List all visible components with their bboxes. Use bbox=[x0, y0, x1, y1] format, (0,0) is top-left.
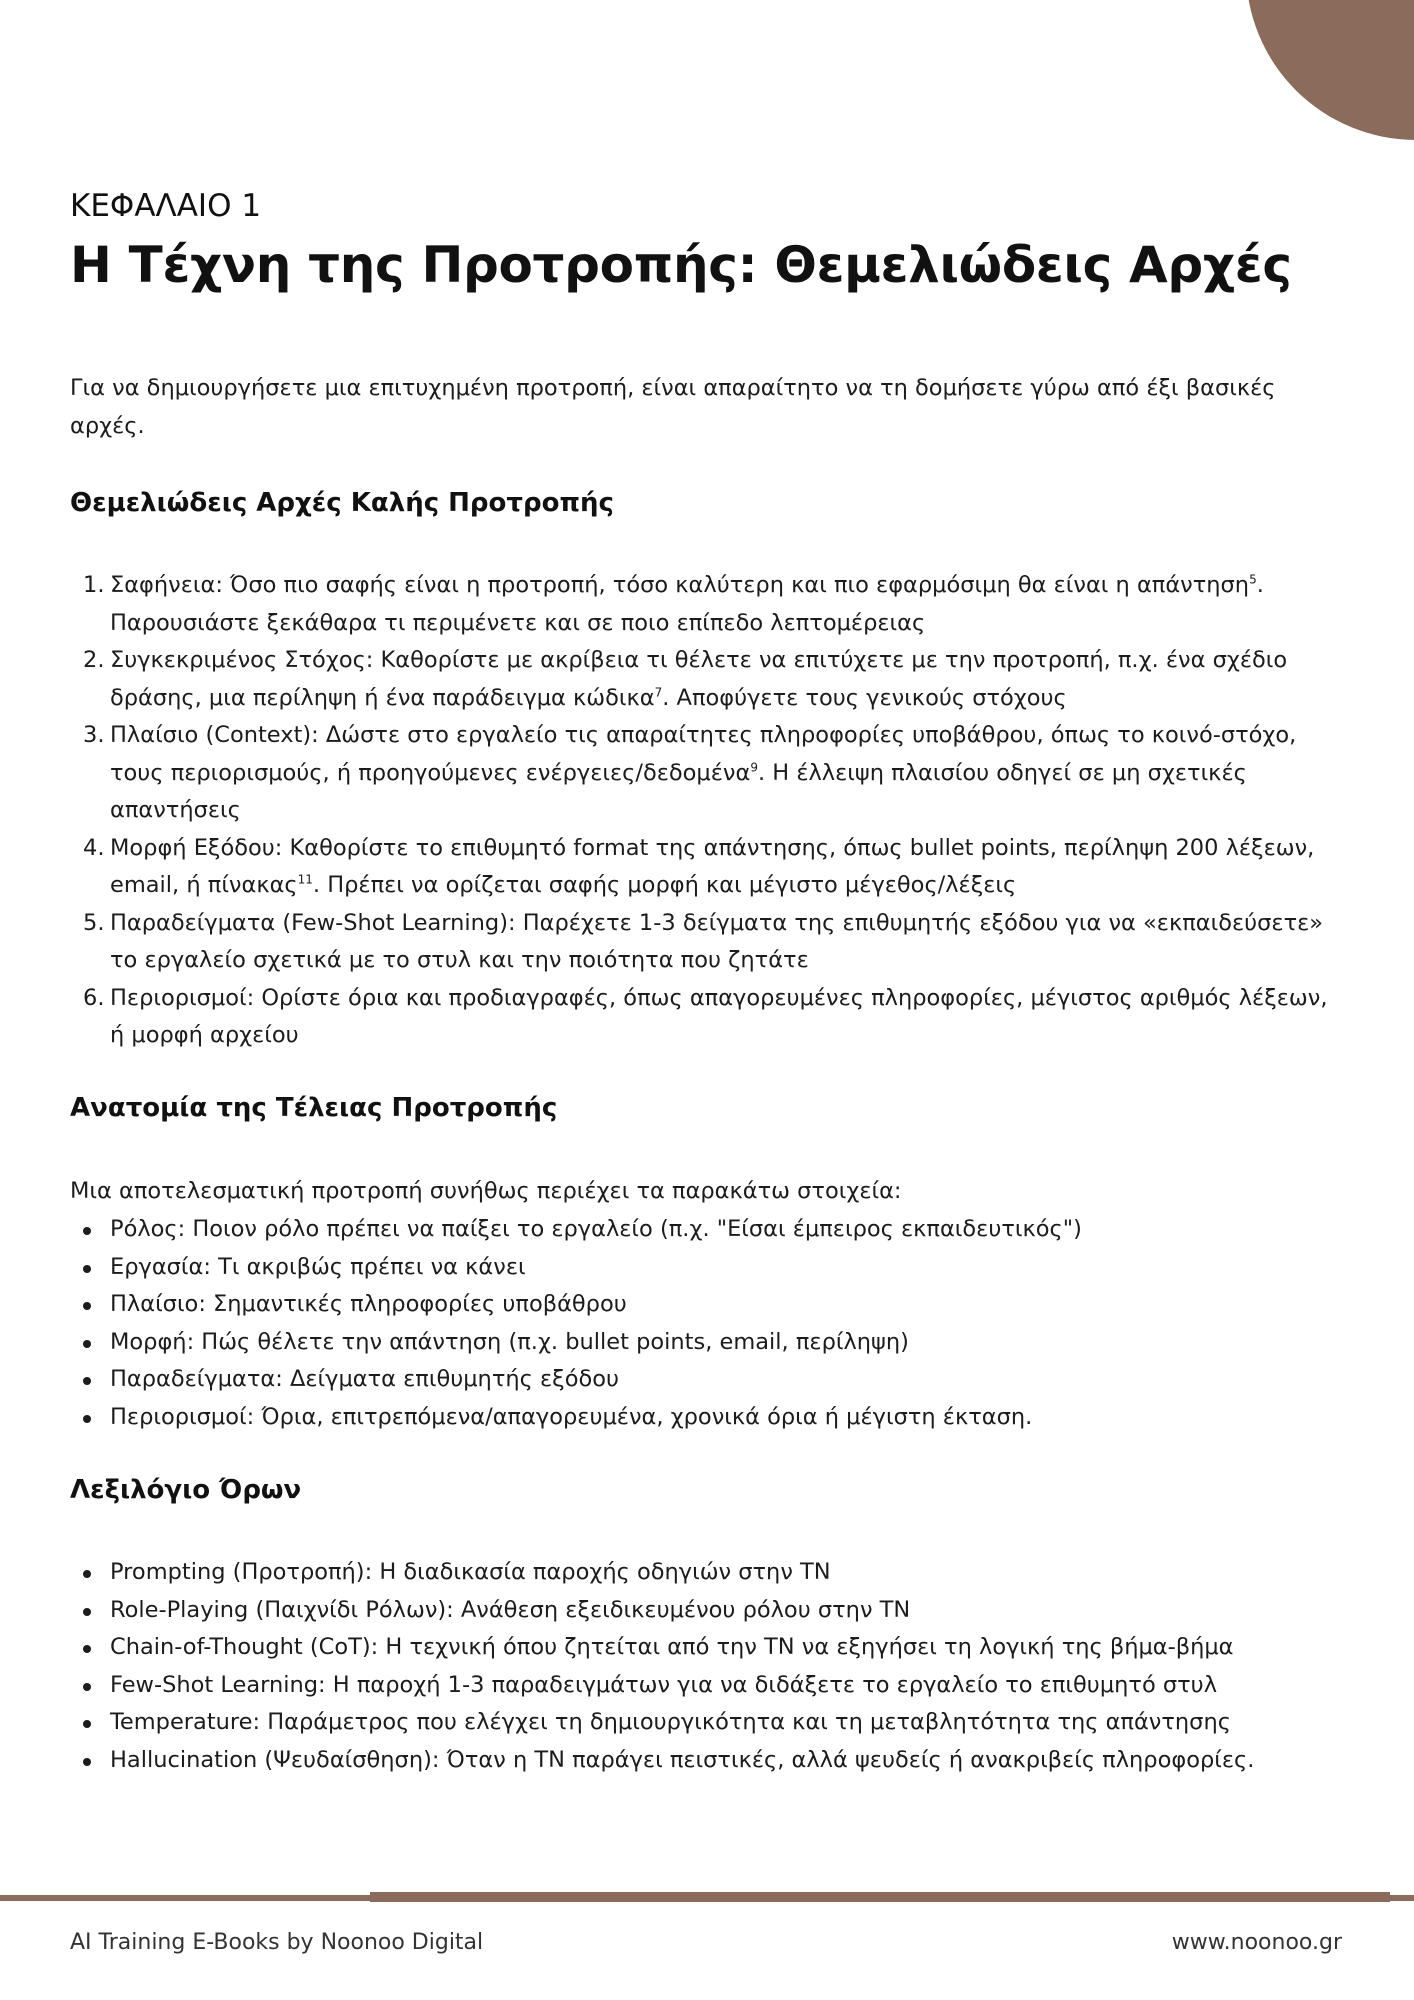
section-heading-anatomy: Ανατομία της Τέλειας Προτροπής bbox=[70, 1093, 558, 1123]
bullet-icon bbox=[83, 1608, 91, 1616]
list-text: Prompting (Προτροπή): Η διαδικασία παροχής οδηγιών στην ΤΝ bbox=[110, 1559, 831, 1585]
footnote-ref: 11 bbox=[297, 872, 313, 887]
list-text-cont: . Αποφύγετε τους γενικούς στόχους bbox=[662, 684, 1067, 711]
list-number: 5. bbox=[83, 909, 105, 936]
principles-list bbox=[70, 567, 1340, 1055]
glossary-list bbox=[70, 1554, 1340, 1779]
list-text: Chain-of-Thought (CoT): Η τεχνική όπου ζητείται από την ΤΝ να εξηγήσει τη λογική της βήμα-βήμα bbox=[110, 1634, 1234, 1660]
chapter-label: ΚΕΦΑΛΑΙΟ 1 bbox=[70, 188, 262, 224]
list-number: 3. bbox=[83, 722, 105, 748]
list-number: 6. bbox=[83, 984, 105, 1011]
list-text-cont: . Πρέπει να ορίζεται σαφής μορφή και μέγιστο μέγεθος/λέξεις bbox=[312, 872, 1017, 898]
list-number: 1. bbox=[83, 572, 105, 598]
footnote-ref: 5 bbox=[1249, 572, 1257, 587]
bullet-icon bbox=[83, 1415, 91, 1423]
list-text: Εργασία: Τι ακριβώς πρέπει να κάνει bbox=[110, 1253, 526, 1280]
list-item bbox=[70, 1361, 1340, 1399]
list-item bbox=[70, 567, 1340, 642]
glossary-item bbox=[70, 1704, 1340, 1742]
list-text: Few-Shot Learning: Η παροχή 1-3 παραδειγμάτων για να διδάξετε το εργαλείο το επιθυμητό στυλ bbox=[110, 1671, 1218, 1698]
list-text-cont: . Η έλλειψη πλαισίου οδηγεί σε μη σχετικές απαντήσεις bbox=[110, 759, 1247, 823]
glossary-item bbox=[70, 1742, 1340, 1780]
list-text: Μορφή: Πώς θέλετε την απάντηση (π.χ. bullet points, email, περίληψη) bbox=[110, 1328, 909, 1355]
list-text: Ρόλος: Ποιον ρόλο πρέπει να παίξει το εργαλείο (π.χ. "Είσαι έμπειρος εκπαιδευτικός") bbox=[110, 1216, 1082, 1242]
list-text: Συγκεκριμένος Στόχος: Καθορίστε με ακρίβεια τι θέλετε να επιτύχετε με την προτροπή, π.χ. ένα σχέδιο δράσης, μια περίληψη ή ένα παράδειγμα κώδικα bbox=[110, 647, 1288, 711]
glossary-item bbox=[70, 1554, 1340, 1592]
footer-divider-accent bbox=[370, 1892, 1390, 1902]
list-text: Temperature: Παράμετρος που ελέγχει τη δημιουργικότητα και τη μεταβλητότητα της απάντησης bbox=[110, 1709, 1231, 1735]
anatomy-lead: Μια αποτελεσματική προτροπή συνήθως περιέχει τα παρακάτω στοιχεία: bbox=[70, 1178, 902, 1204]
footnote-ref: 7 bbox=[654, 685, 663, 699]
list-text: Σαφήνεια: Όσο πιο σαφής είναι η προτροπή, τόσο καλύτερη και πιο εφαρμόσιμη θα είναι η απάντηση bbox=[110, 572, 1250, 598]
list-number: 2. bbox=[83, 647, 105, 673]
list-item bbox=[70, 1211, 1340, 1249]
list-item bbox=[70, 1399, 1340, 1437]
glossary-item bbox=[70, 1629, 1340, 1667]
bullet-icon bbox=[83, 1377, 91, 1385]
bullet-icon bbox=[83, 1720, 91, 1728]
list-item bbox=[70, 905, 1340, 980]
page-title: Η Τέχνη της Προτροπής: Θεμελιώδεις Αρχές bbox=[70, 236, 1292, 294]
list-item bbox=[70, 717, 1340, 830]
footer-website-link[interactable]: www.noonoo.gr bbox=[1171, 1930, 1342, 1955]
bullet-icon bbox=[83, 1302, 91, 1310]
list-item bbox=[70, 1249, 1340, 1287]
list-text: Πλαίσιο (Context): Δώστε στο εργαλείο τις απαραίτητες πληροφορίες υποβάθρου, όπως το κοινό-στόχο, τους περιορισμούς, ή προηγούμενες ενέργειες/δεδομένα bbox=[110, 722, 1297, 786]
bullet-icon bbox=[83, 1570, 91, 1578]
list-text: Παραδείγματα (Few-Shot Learning): Παρέχετε 1-3 δείγματα της επιθυμητής εξόδου για να «εκπαιδεύσετε» το εργαλείο σχετικά με το στυλ και την ποιότητα που ζητάτε bbox=[110, 909, 1324, 973]
bullet-icon bbox=[83, 1265, 91, 1273]
list-item bbox=[70, 642, 1340, 717]
intro-paragraph: Για να δημιουργήσετε μια επιτυχημένη προτροπή, είναι απαραίτητο να τη δομήσετε γύρω από έξι βασικές αρχές. bbox=[70, 375, 1276, 439]
bullet-icon bbox=[83, 1683, 91, 1691]
list-text: Περιορισμοί: Ορίστε όρια και προδιαγραφές, όπως απαγορευμένες πληροφορίες, μέγιστος αριθμός λέξεων, ή μορφή αρχείου bbox=[110, 984, 1328, 1048]
list-text: Περιορισμοί: Όρια, επιτρεπόμενα/απαγορευμένα, χρονικά όρια ή μέγιστη έκταση. bbox=[110, 1403, 1033, 1430]
bullet-icon bbox=[83, 1340, 91, 1348]
glossary-item bbox=[70, 1592, 1340, 1630]
bullet-icon bbox=[83, 1645, 91, 1653]
list-number: 4. bbox=[83, 834, 105, 861]
bullet-icon bbox=[83, 1227, 91, 1235]
section-heading-principles: Θεμελιώδεις Αρχές Καλής Προτροπής bbox=[70, 488, 614, 518]
list-item bbox=[70, 980, 1340, 1055]
list-text: Hallucination (Ψευδαίσθηση): Όταν η ΤΝ παράγει πειστικές, αλλά ψευδείς ή ανακριβείς πληροφορίες. bbox=[110, 1746, 1255, 1773]
list-text: Πλαίσιο: Σημαντικές πληροφορίες υποβάθρου bbox=[110, 1291, 627, 1317]
list-item bbox=[70, 1286, 1340, 1324]
anatomy-list bbox=[70, 1211, 1340, 1436]
list-item bbox=[70, 830, 1340, 905]
section-heading-glossary: Λεξιλόγιο Όρων bbox=[70, 1475, 302, 1505]
list-text: Role-Playing (Παιχνίδι Ρόλων): Ανάθεση εξειδικευμένου ρόλου στην ΤΝ bbox=[110, 1596, 911, 1623]
bullet-icon bbox=[83, 1758, 91, 1766]
list-text-cont: . Παρουσιάστε ξεκάθαρα τι περιμένετε και σε ποιο επίπεδο λεπτομέρειας bbox=[110, 572, 1264, 636]
list-text: Μορφή Εξόδου: Καθορίστε το επιθυμητό format της απάντησης, όπως bullet points, περίληψη 200 λέξεων, email, ή πίνακας bbox=[110, 834, 1315, 898]
decorative-corner-circle bbox=[1246, 0, 1414, 140]
glossary-item bbox=[70, 1667, 1340, 1705]
footer-publisher: AI Training E-Books by Noonoo Digital bbox=[70, 1930, 484, 1955]
list-text: Παραδείγματα: Δείγματα επιθυμητής εξόδου bbox=[110, 1366, 620, 1392]
list-item bbox=[70, 1324, 1340, 1362]
footnote-ref: 9 bbox=[750, 760, 758, 774]
